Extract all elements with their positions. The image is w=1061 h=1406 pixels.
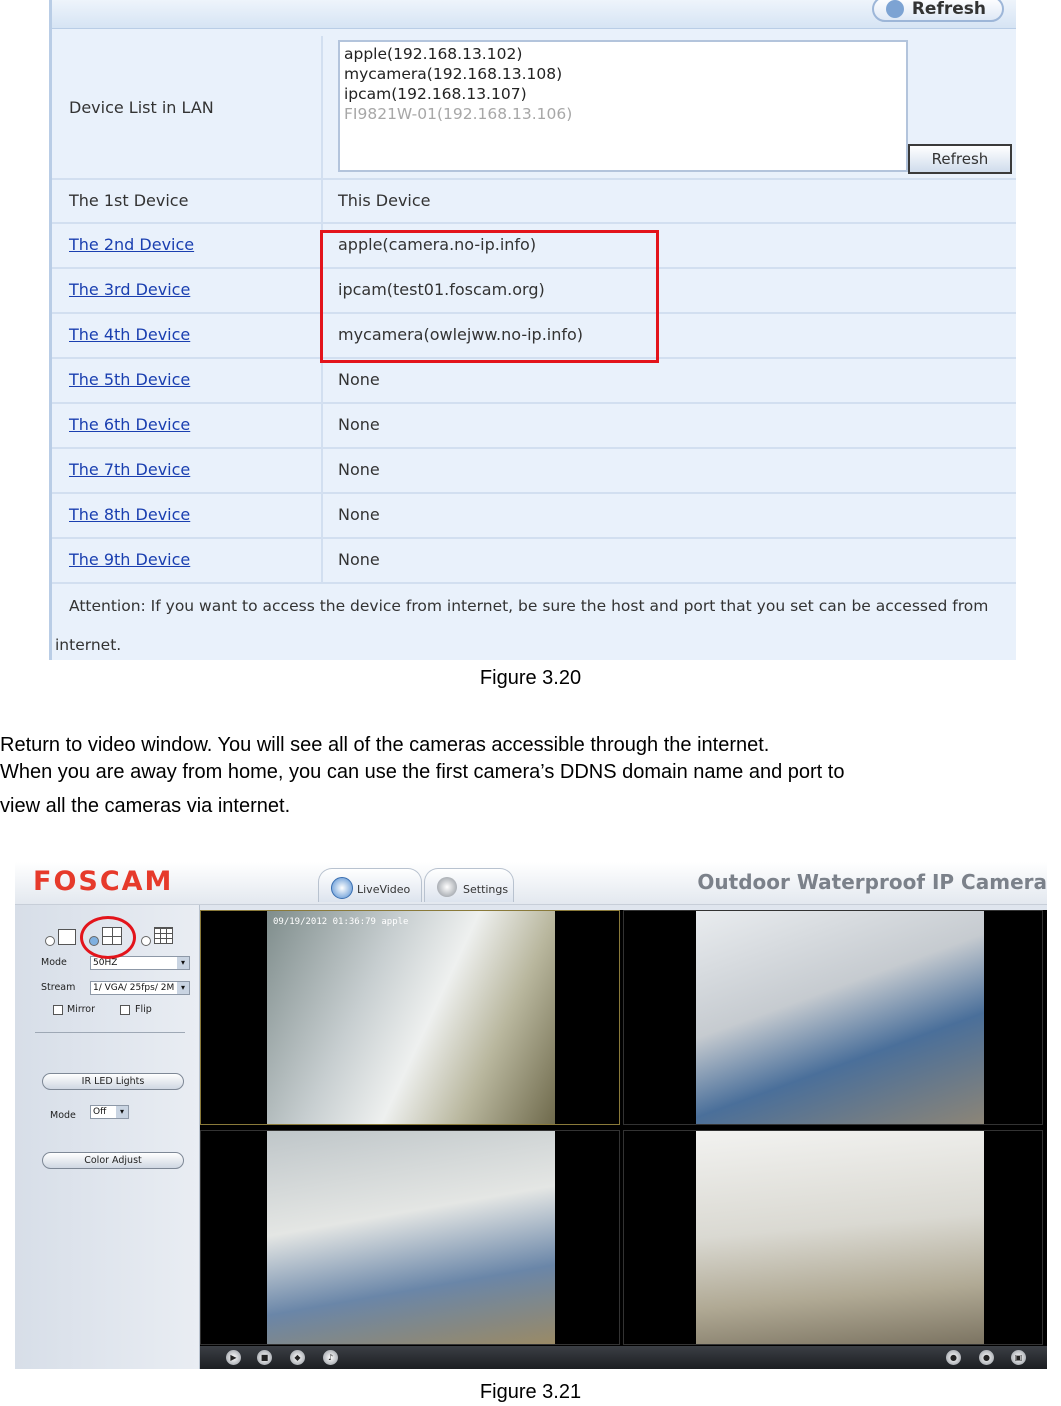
device-link[interactable]: The 9th Device xyxy=(69,550,191,569)
device-list-row xyxy=(52,36,1016,180)
device-label: The 1st Device xyxy=(69,191,189,210)
lan-device-item[interactable]: apple(192.168.13.102) xyxy=(344,45,523,63)
app-header xyxy=(15,862,1047,905)
fullscreen-icon[interactable]: ▣ xyxy=(1011,1350,1026,1365)
camera-feed xyxy=(267,911,555,1124)
flip-checkbox[interactable] xyxy=(120,1005,130,1015)
device-value: None xyxy=(338,415,380,434)
device-link[interactable]: The 7th Device xyxy=(69,460,191,479)
ir-mode-label: Mode xyxy=(50,1110,76,1121)
control-panel xyxy=(15,905,200,1369)
attention-line: Attention: If you want to access the device from internet, be sure the host and port that you set can be accessed from xyxy=(69,597,989,615)
video-grid xyxy=(200,910,1047,1346)
device-row xyxy=(52,492,1016,539)
talk-icon[interactable]: ◆ xyxy=(290,1350,305,1365)
device-value: None xyxy=(338,460,380,479)
device-link[interactable]: The 8th Device xyxy=(69,505,191,524)
play-icon[interactable]: ▶ xyxy=(226,1350,241,1365)
device-link[interactable]: The 3rd Device xyxy=(69,280,191,299)
ir-mode-value: Off xyxy=(93,1107,107,1117)
device-value: None xyxy=(338,370,380,389)
top-toolbar xyxy=(52,0,1016,29)
device-list-screenshot xyxy=(49,0,1016,660)
stop-icon[interactable]: ■ xyxy=(257,1350,272,1365)
refresh-top-button[interactable] xyxy=(872,0,1004,22)
record-icon[interactable]: ● xyxy=(979,1350,994,1365)
device-row xyxy=(52,447,1016,494)
stream-label: Stream xyxy=(41,982,76,993)
snapshot-icon[interactable]: ● xyxy=(946,1350,961,1365)
tab-live-video-label: LiveVideo xyxy=(357,883,411,896)
refresh-button[interactable]: Refresh xyxy=(908,144,1012,174)
nine-view-icon[interactable] xyxy=(154,927,173,944)
mirror-checkbox[interactable] xyxy=(53,1005,63,1015)
body-text-line: Return to video window. You will see all of the cameras accessible through the internet. xyxy=(0,734,770,756)
device-link[interactable]: The 6th Device xyxy=(69,415,191,434)
highlight-box xyxy=(320,230,659,363)
body-text-line: When you are away from home, you can use the first camera’s DDNS domain name and port to xyxy=(0,761,845,783)
device-value: None xyxy=(338,505,380,524)
device-link[interactable]: The 4th Device xyxy=(69,325,191,344)
video-pane[interactable] xyxy=(623,1130,1043,1345)
video-pane[interactable] xyxy=(623,910,1043,1125)
lan-device-item[interactable]: ipcam(192.168.13.107) xyxy=(344,85,527,103)
foscam-logo: FOSCAM xyxy=(33,866,174,897)
attention-line: internet. xyxy=(55,636,122,654)
video-pane[interactable] xyxy=(200,1130,620,1345)
audio-icon[interactable]: ♪ xyxy=(323,1350,338,1365)
body-text-line: view all the cameras via internet. xyxy=(0,795,291,817)
device-link[interactable]: The 5th Device xyxy=(69,370,191,389)
mode-value: 50HZ xyxy=(93,958,118,968)
chevron-down-icon: ▾ xyxy=(177,957,189,969)
tab-settings-label: Settings xyxy=(463,883,509,896)
tab-settings[interactable] xyxy=(424,868,514,902)
osd-timestamp: 09/19/2012 01:36:79 apple xyxy=(273,917,409,927)
attention-note xyxy=(69,586,1009,626)
device-row xyxy=(52,537,1016,584)
ir-mode-select[interactable] xyxy=(90,1105,129,1119)
gear-icon xyxy=(437,877,457,897)
stream-value: 1/ VGA/ 25fps/ 2M xyxy=(93,983,175,993)
camera-feed xyxy=(696,1131,984,1344)
chevron-down-icon: ▾ xyxy=(177,982,189,994)
camera-feed xyxy=(696,911,984,1124)
ir-led-button[interactable]: IR LED Lights xyxy=(42,1073,184,1090)
mirror-label: Mirror xyxy=(67,1004,95,1015)
figure-caption: Figure 3.20 xyxy=(479,667,582,689)
flip-label: Flip xyxy=(135,1004,152,1015)
figure-caption: Figure 3.21 xyxy=(479,1381,582,1403)
device-list-label: Device List in LAN xyxy=(69,98,214,117)
device-row xyxy=(52,357,1016,404)
lan-device-listbox[interactable] xyxy=(338,40,908,172)
tab-live-video[interactable] xyxy=(318,868,422,902)
device-row xyxy=(52,402,1016,449)
highlight-circle xyxy=(80,916,136,959)
refresh-icon xyxy=(886,0,904,18)
model-title: Outdoor Waterproof IP Camera xyxy=(697,870,1047,894)
mode-label: Mode xyxy=(41,957,67,968)
playback-toolbar xyxy=(200,1346,1047,1369)
lan-device-item[interactable]: mycamera(192.168.13.108) xyxy=(344,65,563,83)
device-row xyxy=(52,178,1016,224)
device-value: ipcam(test01.foscam.org) xyxy=(338,280,545,299)
camera-icon xyxy=(331,877,353,899)
device-value: apple(camera.no-ip.info) xyxy=(338,235,537,254)
lan-device-item[interactable]: FI9821W-01(192.168.13.106) xyxy=(344,105,573,123)
device-value: None xyxy=(338,550,380,569)
device-link[interactable]: The 2nd Device xyxy=(69,235,195,254)
camera-feed xyxy=(267,1131,555,1344)
video-pane[interactable] xyxy=(200,910,620,1125)
chevron-down-icon: ▾ xyxy=(116,1106,128,1118)
device-value: This Device xyxy=(338,191,431,210)
divider xyxy=(35,1032,185,1033)
layout-9-radio[interactable] xyxy=(141,936,151,946)
color-adjust-button[interactable]: Color Adjust xyxy=(42,1152,184,1169)
layout-1-radio[interactable] xyxy=(45,936,55,946)
refresh-top-label: Refresh xyxy=(911,0,986,19)
single-view-icon[interactable] xyxy=(58,929,76,945)
device-value: mycamera(owlejww.no-ip.info) xyxy=(338,325,584,344)
live-video-screenshot xyxy=(15,862,1047,1369)
stream-select[interactable] xyxy=(90,981,190,995)
